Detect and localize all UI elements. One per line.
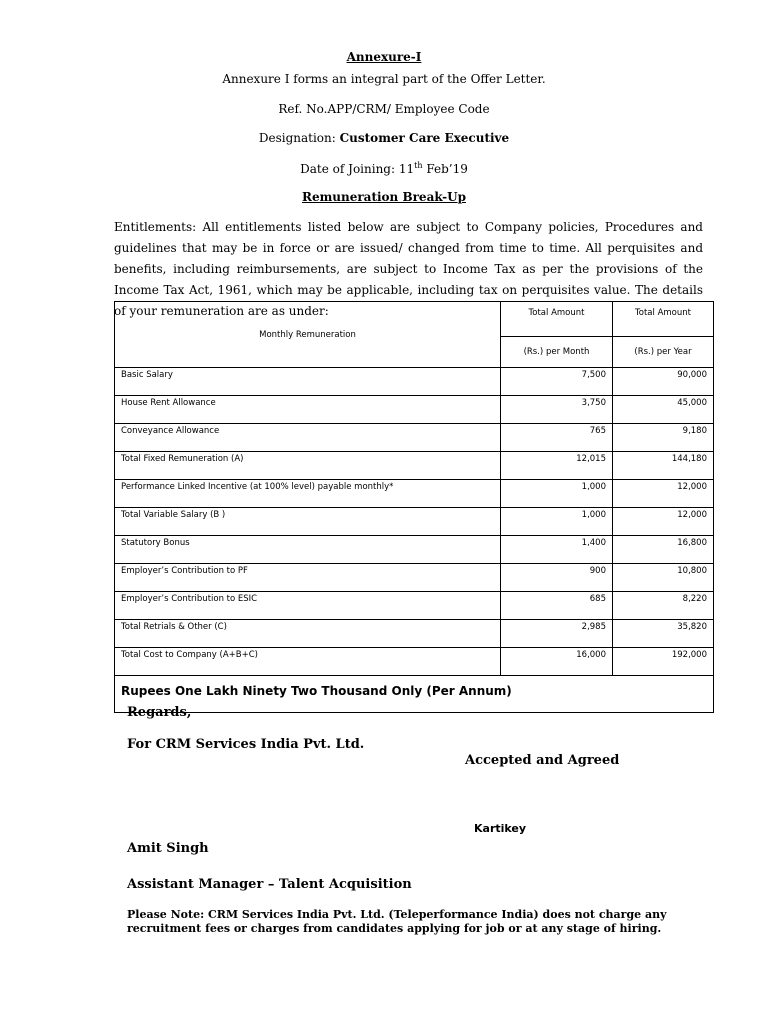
row-label: Performance Linked Incentive (at 100% level) payable monthly* (115, 480, 501, 508)
signatory-title: Assistant Manager – Talent Acquisition (127, 877, 412, 892)
table-row (115, 536, 714, 564)
row-month-amount: 1,000 (501, 480, 613, 508)
row-year-amount: 90,000 (613, 368, 714, 396)
row-label: Conveyance Allowance (115, 424, 501, 452)
monthly-remuneration-header: Monthly Remuneration (115, 302, 501, 368)
integral-part-line: Annexure I forms an integral part of the Offer Letter. (222, 72, 546, 86)
company-name: For CRM Services India Pvt. Ltd. (127, 737, 365, 752)
candidate-name: Kartikey (474, 822, 527, 835)
table-row (115, 592, 714, 620)
row-year-amount: 16,800 (613, 536, 714, 564)
entitlements-paragraph: Entitlements: All entitlements listed below are subject to Company policies, Procedures and guidelines that may be in force or are issued/ changed from time to time. All perquisites and benefits, including reimbursements, are subject to Income Tax as per the provisions of the Income Tax Act, 1961, which may be applicable, including tax on perquisites value. The details of your remuneration are as under: (114, 220, 703, 318)
row-month-amount: 1,400 (501, 536, 613, 564)
remuneration-breakup-title: Remuneration Break-Up (301, 190, 467, 204)
row-label: Total Variable Salary (B ) (115, 508, 501, 536)
joining-date-suffix: Feb’19 (422, 162, 468, 176)
row-label: Statutory Bonus (115, 536, 501, 564)
joining-date-ordinal: th (414, 161, 423, 170)
row-label: Basic Salary (115, 368, 501, 396)
reference-number: Ref. No.APP/CRM/ Employee Code (278, 102, 490, 116)
row-month-amount: 765 (501, 424, 613, 452)
row-label: Total Cost to Company (A+B+C) (115, 648, 501, 676)
table-row (115, 396, 714, 424)
row-month-amount: 2,985 (501, 620, 613, 648)
row-year-amount: 10,800 (613, 564, 714, 592)
table-row (115, 508, 714, 536)
row-month-amount: 685 (501, 592, 613, 620)
row-month-amount: 900 (501, 564, 613, 592)
row-year-amount: 35,820 (613, 620, 714, 648)
designation-line (0, 131, 768, 145)
table-row (115, 368, 714, 396)
per-month-header: (Rs.) per Month (501, 337, 613, 368)
table-row (115, 480, 714, 508)
table-row (115, 564, 714, 592)
table-header-row (115, 302, 714, 337)
row-month-amount: 7,500 (501, 368, 613, 396)
row-label: Total Fixed Remuneration (A) (115, 452, 501, 480)
row-year-amount: 12,000 (613, 480, 714, 508)
row-label: House Rent Allowance (115, 396, 501, 424)
row-year-amount: 45,000 (613, 396, 714, 424)
accepted-agreed: Accepted and Agreed (465, 753, 620, 768)
row-year-amount: 144,180 (613, 452, 714, 480)
row-month-amount: 3,750 (501, 396, 613, 424)
designation-value: Customer Care Executive (339, 131, 510, 145)
joining-date-prefix: Date of Joining: 11 (300, 162, 415, 176)
table-row (115, 648, 714, 676)
year-total-header: Total Amount (613, 302, 714, 337)
row-month-amount: 12,015 (501, 452, 613, 480)
signatory-name: Amit Singh (127, 841, 209, 856)
row-label: Employer’s Contribution to PF (115, 564, 501, 592)
row-year-amount: 192,000 (613, 648, 714, 676)
table-row (115, 452, 714, 480)
row-month-amount: 16,000 (501, 648, 613, 676)
recruitment-fee-note: Please Note: CRM Services India Pvt. Ltd. (Teleperformance India) does not charge any recruitment fees or charges from candidates applying for job or at any stage of hiring. (127, 908, 667, 935)
table-row (115, 620, 714, 648)
row-year-amount: 9,180 (613, 424, 714, 452)
total-in-words: Rupees One Lakh Ninety Two Thousand Only (Per Annum) (115, 676, 714, 713)
joining-date-line (0, 161, 768, 176)
row-year-amount: 12,000 (613, 508, 714, 536)
row-label: Employer’s Contribution to ESIC (115, 592, 501, 620)
table-row (115, 424, 714, 452)
row-month-amount: 1,000 (501, 508, 613, 536)
per-year-header: (Rs.) per Year (613, 337, 714, 368)
total-in-words-row (115, 676, 714, 713)
remuneration-table (114, 301, 714, 713)
designation-label: Designation: (258, 131, 340, 145)
annexure-title: Annexure-I (346, 50, 422, 64)
month-total-header: Total Amount (501, 302, 613, 337)
row-label: Total Retrials & Other (C) (115, 620, 501, 648)
regards-text: Regards, (127, 705, 192, 720)
row-year-amount: 8,220 (613, 592, 714, 620)
